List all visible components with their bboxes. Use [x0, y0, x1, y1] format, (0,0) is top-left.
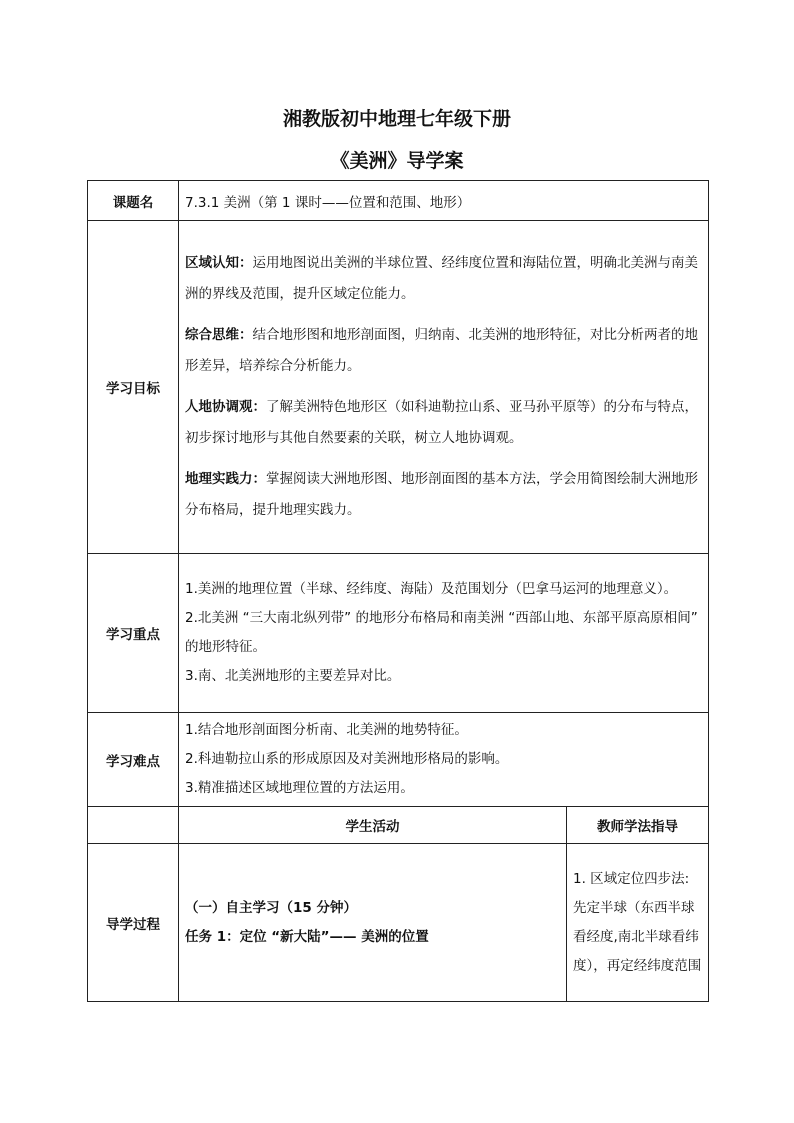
goal-item: [185, 464, 702, 526]
column-header-row: [88, 807, 709, 844]
teacher-guide-header: 教师学法指导: [567, 807, 709, 844]
goal-text: 运用地图说出美洲的半球位置、经纬度位置和海陆位置，明确北美洲与南美洲的界线及范围，提升区域定位能力。: [185, 255, 698, 302]
teacher-guide-cell: 1. 区域定位四步法: 先定半球（东西半球看经度,南北半球看纬度），再定经纬度范围: [567, 844, 709, 1002]
difficulty-item: 3.精准描述区域地理位置的方法运用。: [185, 780, 414, 796]
focus-label: 学习重点: [88, 554, 179, 713]
goal-text: 掌握阅读大洲地形图、地形剖面图的基本方法，学会用简图绘制大洲地形分布格局，提升地理实践力。: [185, 471, 698, 518]
focus-item: 1.美洲的地理位置（半球、经纬度、海陆）及范围划分（巴拿马运河的地理意义）。: [185, 581, 678, 597]
goal-item: [185, 248, 702, 310]
student-activity-header: 学生活动: [179, 807, 567, 844]
goal-text: 结合地形图和地形剖面图，归纳南、北美洲的地形特征，对比分析两者的地形差异，培养综合分析能力。: [185, 327, 698, 374]
goals-row: [88, 221, 709, 554]
goal-head: 人地协调观：: [185, 399, 266, 415]
focus-item: 3.南、北美洲地形的主要差异对比。: [185, 668, 401, 684]
lesson-plan-table: [87, 180, 709, 1002]
focus-row: [88, 554, 709, 713]
process-row: [88, 844, 709, 1002]
difficulty-row: [88, 713, 709, 807]
goals-content: [179, 221, 709, 554]
goal-item: [185, 392, 702, 454]
empty-header-cell: [88, 807, 179, 844]
difficulty-item: 1.结合地形剖面图分析南、北美洲的地势特征。: [185, 722, 468, 738]
difficulty-content: [179, 713, 709, 807]
process-label: 导学过程: [88, 844, 179, 1002]
goals-label: 学习目标: [88, 221, 179, 554]
document-title: 湘教版初中地理七年级下册: [282, 108, 511, 130]
goal-head: 地理实践力：: [185, 471, 266, 487]
topic-row: [88, 181, 709, 221]
difficulty-label: 学习难点: [88, 713, 179, 807]
goal-text: 了解美洲特色地形区（如科迪勒拉山系、亚马孙平原等）的分布与特点，初步探讨地形与其他自然要素的关联，树立人地协调观。: [185, 399, 698, 446]
student-activity-cell: [179, 844, 567, 1002]
task-heading: 任务 1：定位 “新大陆”—— 美洲的位置: [185, 928, 429, 945]
focus-item: 2.北美洲 “三大南北纵列带” 的地形分布格局和南美洲 “西部山地、东部平原高原相间” 的地形特征。: [185, 610, 698, 655]
section-heading: （一）自主学习（15 分钟）: [185, 899, 357, 916]
topic-label: 课题名: [88, 181, 179, 221]
goal-head: 区域认知：: [185, 255, 253, 271]
goal-head: 综合思维：: [185, 327, 253, 343]
focus-content: [179, 554, 709, 713]
topic-value: 7.3.1 美洲（第 1 课时——位置和范围、地形）: [179, 181, 709, 221]
goal-item: [185, 320, 702, 382]
difficulty-item: 2.科迪勒拉山系的形成原因及对美洲地形格局的影响。: [185, 751, 509, 767]
document-subtitle: 《美洲》导学案: [330, 150, 464, 172]
